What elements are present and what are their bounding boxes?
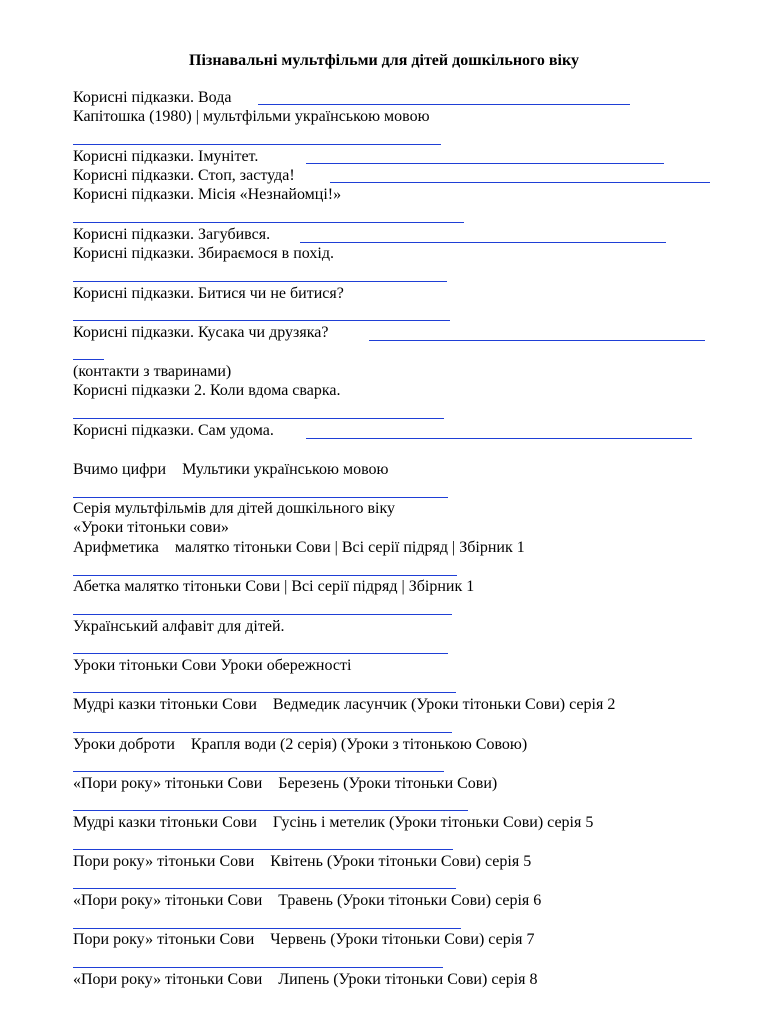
link-underline[interactable] xyxy=(73,810,468,811)
text-line: «Пори року» тітоньки Сови Липень (Уроки тітоньки Сови) серія 8 xyxy=(73,971,538,988)
link-underline[interactable] xyxy=(73,732,452,733)
page-title: Пізнавальні мультфільми для дітей дошкільного віку xyxy=(189,52,579,69)
text-line: «Уроки тітоньки сови» xyxy=(73,519,229,536)
link-underline[interactable] xyxy=(73,771,444,772)
text-line: Корисні підказки. Сам удома. xyxy=(73,422,274,439)
link-underline[interactable] xyxy=(73,849,453,850)
link-underline[interactable] xyxy=(73,497,448,498)
link-underline[interactable] xyxy=(73,653,448,654)
link-underline[interactable] xyxy=(306,163,664,164)
text-line: (контакти з тваринами) xyxy=(73,363,232,380)
text-line: Корисні підказки. Кусака чи друзяка? xyxy=(73,324,329,341)
text-line: Корисні підказки. Місія «Незнайомці!» xyxy=(73,186,342,203)
link-underline[interactable] xyxy=(73,222,464,223)
link-underline[interactable] xyxy=(73,928,461,929)
text-line: Корисні підказки. Загубився. xyxy=(73,226,271,243)
link-underline[interactable] xyxy=(73,967,443,968)
text-line: «Пори року» тітоньки Сови Березень (Уроки тітоньки Сови) xyxy=(73,775,498,792)
link-underline[interactable] xyxy=(73,359,104,360)
text-line: Вчимо цифри Мультики українською мовою xyxy=(73,461,389,478)
link-underline[interactable] xyxy=(73,692,456,693)
text-line: Уроки доброти Крапля води (2 серія) (Уроки з тітонькою Совою) xyxy=(73,736,528,753)
link-underline[interactable] xyxy=(73,281,447,282)
text-line: Мудрі казки тітоньки Сови Ведмедик ласунчик (Уроки тітоньки Сови) серія 2 xyxy=(73,696,616,713)
text-line: Корисні підказки. Битися чи не битися? xyxy=(73,285,344,302)
text-line: Корисні підказки. Стоп, застуда! xyxy=(73,167,295,184)
text-line: Корисні підказки. Вода xyxy=(73,89,232,106)
text-line: Пори року» тітоньки Сови Квітень (Уроки тітоньки Сови) серія 5 xyxy=(73,853,532,870)
link-underline[interactable] xyxy=(73,575,457,576)
link-underline[interactable] xyxy=(369,340,705,341)
text-line: «Пори року» тітоньки Сови Травень (Уроки тітоньки Сови) серія 6 xyxy=(73,892,542,909)
text-line: Корисні підказки. Збираємося в похід. xyxy=(73,245,334,262)
link-underline[interactable] xyxy=(73,888,456,889)
text-line: Корисні підказки 2. Коли вдома сварка. xyxy=(73,382,341,399)
text-line: Пори року» тітоньки Сови Червень (Уроки тітоньки Сови) серія 7 xyxy=(73,931,535,948)
text-line: Мудрі казки тітоньки Сови Гусінь і метелик (Уроки тітоньки Сови) серія 5 xyxy=(73,814,594,831)
text-line: Абетка малятко тітоньки Сови | Всі серії підряд | Збірник 1 xyxy=(73,578,475,595)
link-underline[interactable] xyxy=(300,242,666,243)
link-underline[interactable] xyxy=(73,418,444,419)
link-underline[interactable] xyxy=(306,438,692,439)
text-line: Серія мультфільмів для дітей дошкільного віку xyxy=(73,500,396,517)
link-underline[interactable] xyxy=(73,320,450,321)
link-underline[interactable] xyxy=(73,144,441,145)
text-line: Український алфавіт для дітей. xyxy=(73,618,285,635)
text-line: Корисні підказки. Імунітет. xyxy=(73,148,259,165)
link-underline[interactable] xyxy=(73,614,452,615)
link-underline[interactable] xyxy=(330,182,710,183)
text-line: Капітошка (1980) | мультфільми українською мовою xyxy=(73,108,430,125)
link-underline[interactable] xyxy=(258,104,630,105)
text-line: Арифметика малятко тітоньки Сови | Всі серії підряд | Збірник 1 xyxy=(73,539,525,556)
text-line: Уроки тітоньки Сови Уроки обережності xyxy=(73,657,352,674)
